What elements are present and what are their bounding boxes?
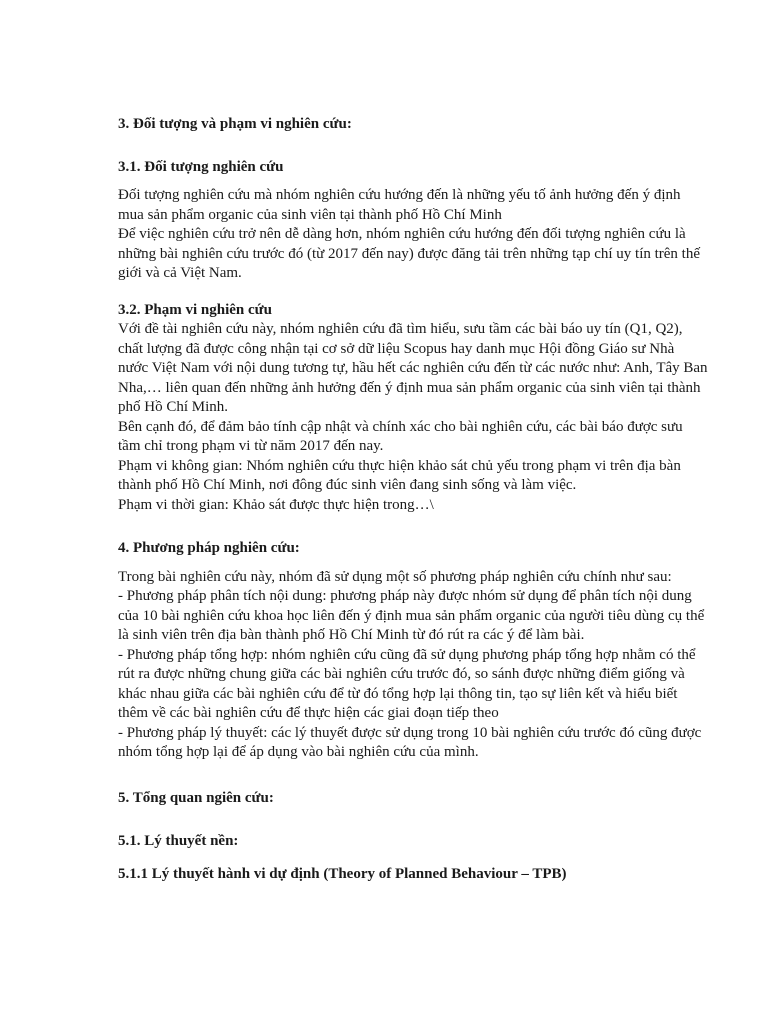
scope-paragraph-2: Bên cạnh đó, để đảm bảo tính cập nhật và chính xác cho bài nghiên cứu, các bài báo được sưu tầm chỉ trong phạm vi từ năm 2017 đến nay. xyxy=(118,418,683,454)
method-synthesis: - Phương pháp tổng hợp: nhóm nghiên cứu cũng đã sử dụng phương pháp tổng hợp nhằm có thể rút ra được những chung giữa các bài nghiên cứu trước đó, so sánh được những điểm giống và khác nhau giữa các bài nghiên cứu để từ đó tổng hợp lại thông tin, tạo sự liên kết và hiểu biết thêm về các bài nghiên cứu để thực hiện các giai đoạn tiếp theo xyxy=(118,646,696,721)
section-4-heading: 4. Phương pháp nghiên cứu: xyxy=(118,540,300,556)
methods-intro: Trong bài nghiên cứu này, nhóm đã sử dụng một số phương pháp nghiên cứu chính như sau: xyxy=(118,568,672,585)
objects-paragraph-1: Đối tượng nghiên cứu mà nhóm nghiên cứu hướng đến là những yếu tố ảnh hưởng đến ý định mua sản phẩm organic của sinh viên tại thành phố Hồ Chí Minh xyxy=(118,187,681,223)
section-3-1-heading: 3.1. Đối tượng nghiên cứu xyxy=(118,158,284,175)
section-5-1-heading: 5.1. Lý thuyết nền: xyxy=(118,833,239,849)
section-5-1-1-heading: 5.1.1 Lý thuyết hành vi dự định (Theory of Planned Behaviour – TPB) xyxy=(118,865,567,882)
method-content-analysis: - Phương pháp phân tích nội dung: phương pháp này được nhóm sử dụng để phân tích nội dung của 10 bài nghiên cứu khoa học liên đến ý định mua sản phẩm organic của người tiêu dùng cụ thể là sinh viên trên địa bàn thành phố Hồ Chí Minh từ đó rút ra các ý để làm bài. xyxy=(118,588,705,643)
objects-paragraph-2: Để việc nghiên cứu trở nên dễ dàng hơn, nhóm nghiên cứu hướng đến đối tượng nghiên cứu là những bài nghiên cứu trước đó (từ 2017 đến nay) được đăng tải trên những tạp chí uy tín trên thế giới và cả Việt Nam. xyxy=(118,226,701,281)
scope-paragraph-4: Phạm vi thời gian: Khảo sát được thực hiện trong…\ xyxy=(118,496,434,513)
method-theory: - Phương pháp lý thuyết: các lý thuyết được sử dụng trong 10 bài nghiên cứu trước đó cũng được nhóm tổng hợp lại để áp dụng vào bài nghiên cứu của mình. xyxy=(118,724,702,760)
section-5-heading: 5. Tổng quan ngiên cứu: xyxy=(118,789,274,806)
scope-paragraph-3: Phạm vi không gian: Nhóm nghiên cứu thực hiện khảo sát chủ yếu trong phạm vi trên địa bàn thành phố Hồ Chí Minh, nơi đông đúc sinh viên đang sinh sống và làm việc. xyxy=(118,457,681,493)
scope-paragraph-1: Với đề tài nghiên cứu này, nhóm nghiên cứu đã tìm hiểu, sưu tầm các bài báo uy tín (Q1, Q2), chất lượng đã được công nhận tại cơ sở dữ liệu Scopus hay danh mục Hội đồng Giáo sư Nhà nước Việt Nam với nội dung tương tự, hầu hết các nghiên cứu đến từ các nước như: Anh, Tây Ban Nha,… liên quan đến những ảnh hưởng đến ý định mua sản phẩm organic của sinh viên tại thành phố Hồ Chí Minh. xyxy=(118,321,708,415)
section-3-2-heading: 3.2. Phạm vi nghiên cứu xyxy=(118,301,273,318)
section-3-heading: 3. Đối tượng và phạm vi nghiên cứu: xyxy=(118,116,352,132)
